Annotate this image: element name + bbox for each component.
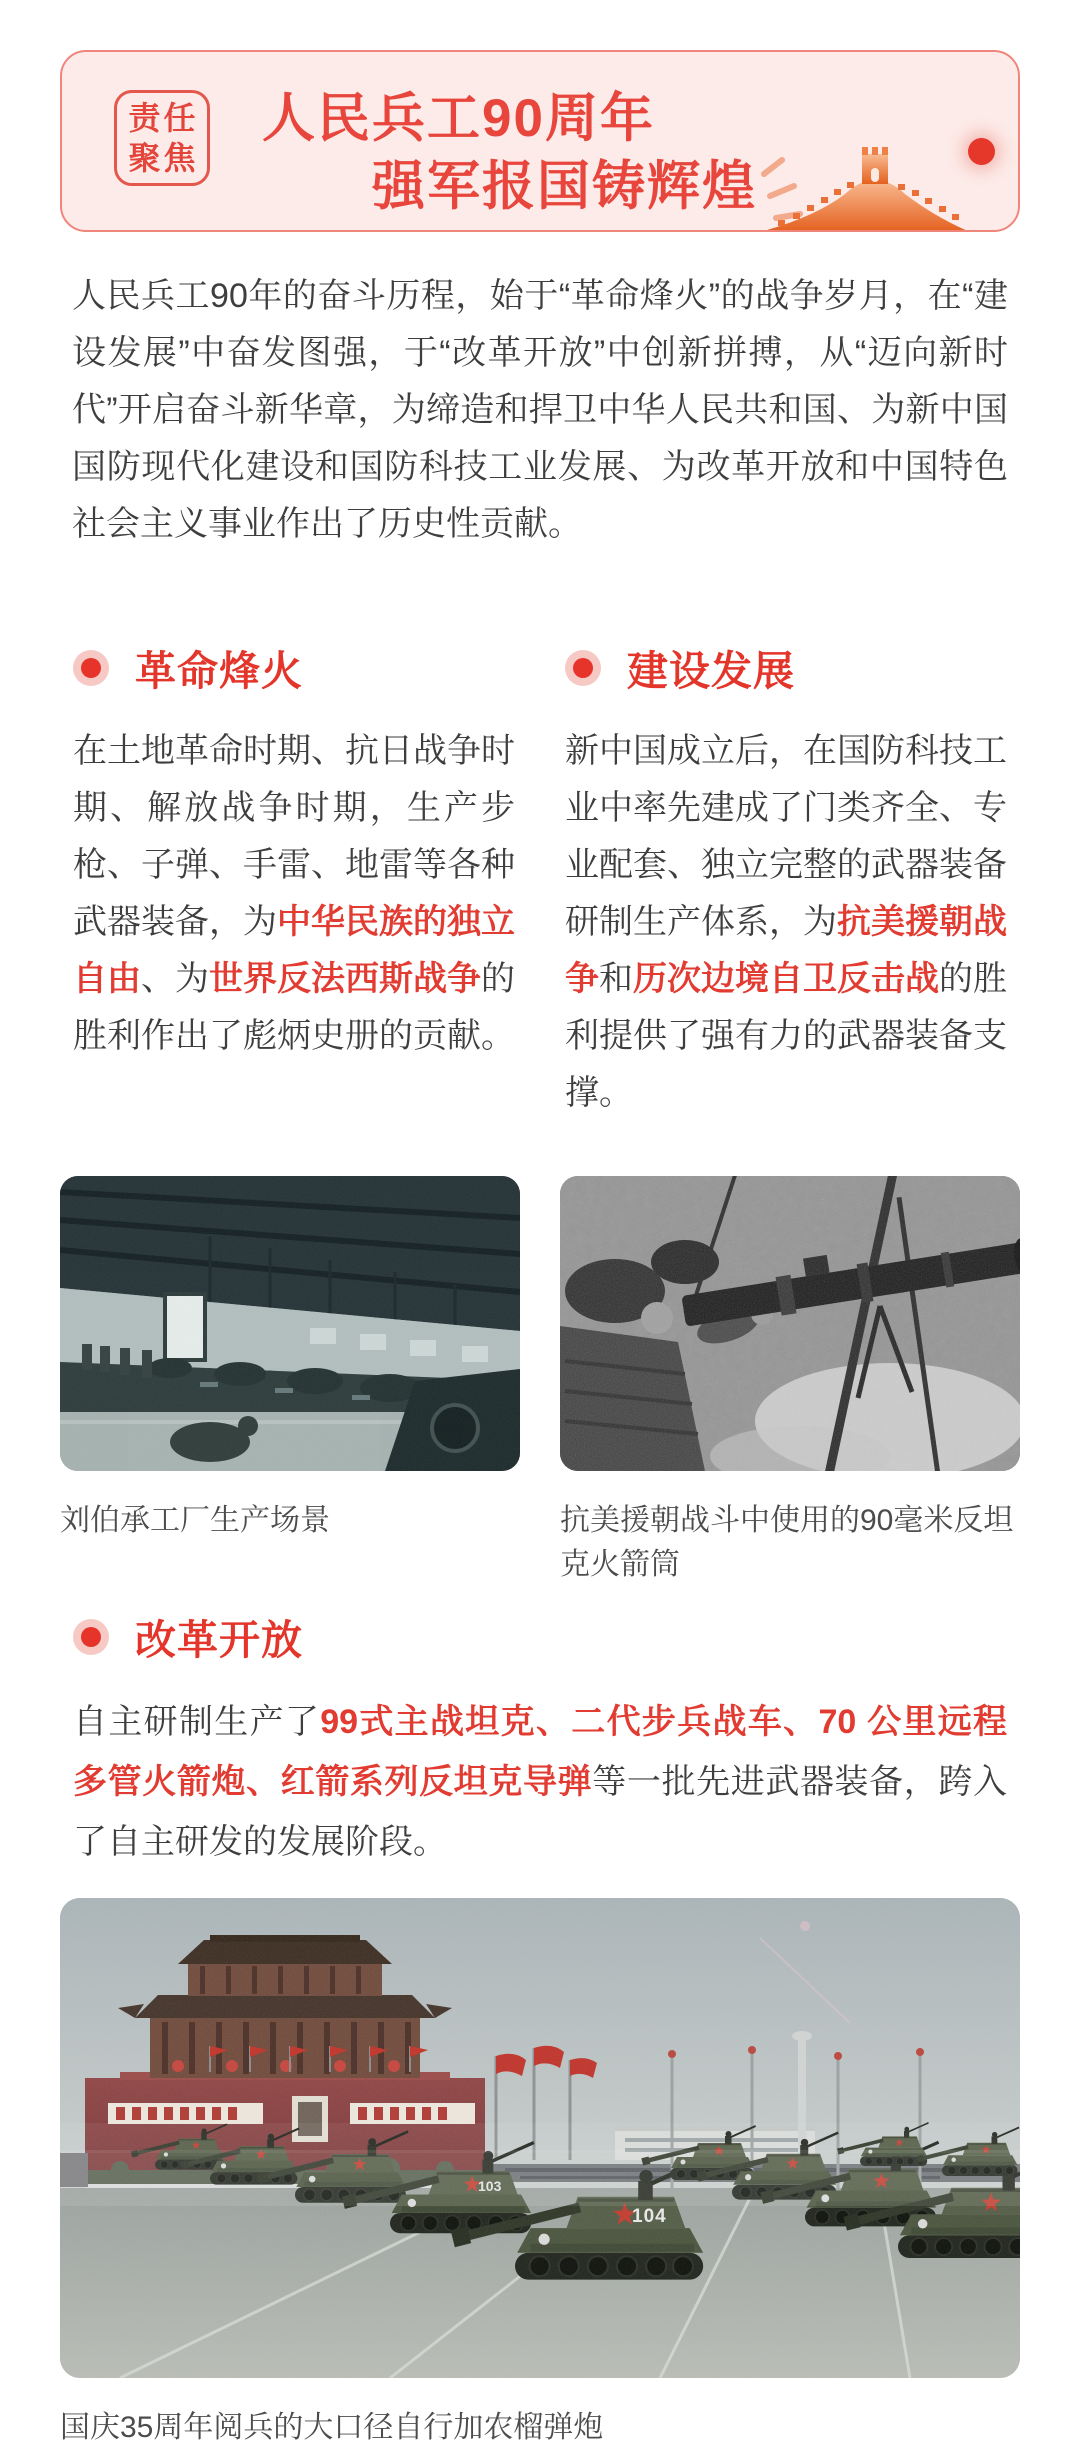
historical-photo-row bbox=[60, 1176, 1020, 1587]
banner-title-line1: 人民兵工90周年 bbox=[262, 89, 655, 148]
factory-photo-figure bbox=[60, 1176, 520, 1587]
section-construction-development bbox=[565, 638, 1007, 1122]
section-title: 建设发展 bbox=[627, 648, 795, 694]
header-banner bbox=[60, 50, 1020, 232]
rocket-photo-illustration bbox=[560, 1176, 1020, 1471]
factory-photo-illustration bbox=[60, 1176, 520, 1471]
badge-line-1: 责任 bbox=[128, 100, 199, 136]
parade-photo-illustration bbox=[60, 1898, 1020, 2378]
section-heading bbox=[73, 638, 515, 697]
section-heading bbox=[565, 638, 1007, 697]
bullet-icon bbox=[73, 1619, 109, 1655]
intro-paragraph: 人民兵工90年的奋斗历程，始于“革命烽火”的战争岁月，在“建设发展”中奋发图强，于“改革开放”中创新拼搏，从“迈向新时代”开启奋斗新华章，为缔造和捍卫中华人民共和国、为新中国国防现代化建设和国防科技工业发展、为改革开放和中国特色社会主义事业作出了历史性贡献。 bbox=[72, 277, 1008, 543]
section-heading bbox=[73, 1607, 1007, 1666]
bullet-icon bbox=[73, 650, 109, 686]
section-revolutionary-flames bbox=[73, 638, 515, 1122]
bullet-icon bbox=[565, 650, 601, 686]
rocket-launcher-photo bbox=[560, 1176, 1020, 1471]
parade-photo-caption: 国庆35周年阅兵的大口径自行加农榴弹炮 bbox=[60, 2411, 604, 2442]
section-body: 新中国成立后，在国防科技工业中率先建成了门类齐全、专业配套、独立完整的武器装备研制生产体系，为抗美援朝战争和历次边境自卫反击战的胜利提供了强有力的武器装备支撑。 bbox=[565, 732, 1007, 1112]
section-reform-opening bbox=[73, 1607, 1007, 1872]
rocket-photo-caption: 抗美援朝战斗中使用的90毫米反坦克火箭筒 bbox=[560, 1504, 1014, 1581]
section-title: 革命烽火 bbox=[135, 648, 303, 694]
section-body: 在土地革命时期、抗日战争时期、解放战争时期，生产步枪、子弹、手雷、地雷等各种武器装备，为中华民族的独立自由、为世界反法西斯战争的胜利作出了彪炳史册的贡献。 bbox=[73, 732, 515, 1055]
parade-photo-figure bbox=[60, 1898, 1020, 2442]
factory-photo bbox=[60, 1176, 520, 1471]
rocket-photo-figure bbox=[560, 1176, 1020, 1587]
two-column-sections bbox=[73, 638, 1007, 1122]
badge-line-2: 聚焦 bbox=[128, 140, 199, 176]
section-body: 自主研制生产了99式主战坦克、二代步兵战车、70 公里远程多管火箭炮、红箭系列反坦克导弹等一批先进武器装备，跨入了自主研发的发展阶段。 bbox=[73, 1703, 1008, 1861]
great-wall-icon bbox=[760, 132, 970, 232]
focus-badge bbox=[114, 90, 210, 186]
banner-title-line2: 强军报国铸辉煌 bbox=[372, 157, 757, 216]
parade-photo bbox=[60, 1898, 1020, 2378]
sun-icon bbox=[968, 138, 995, 165]
section-title: 改革开放 bbox=[135, 1617, 303, 1663]
factory-photo-caption: 刘伯承工厂生产场景 bbox=[60, 1504, 330, 1537]
